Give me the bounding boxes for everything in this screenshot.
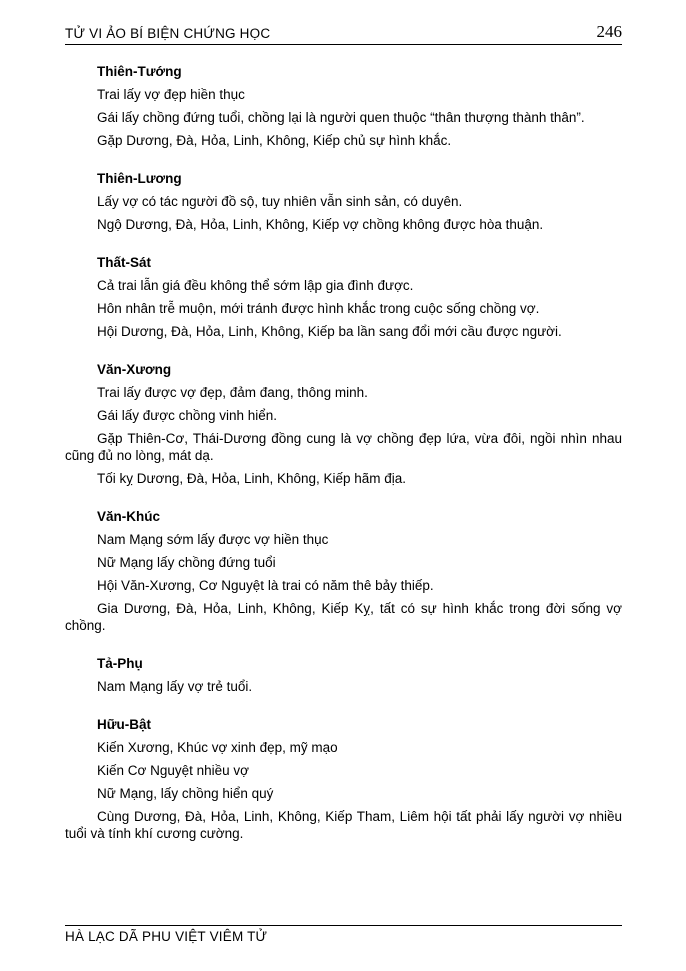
book-title: TỬ VI ẢO BÍ BIỆN CHỨNG HỌC	[65, 26, 271, 41]
paragraph: Cả trai lẫn giá đều không thể sớm lập gia đình được.	[97, 278, 414, 293]
paragraph: Hội Dương, Đà, Hỏa, Linh, Không, Kiếp ba lần sang đổi mới cầu được người.	[97, 324, 562, 339]
section-heading: Thất-Sát	[97, 255, 151, 270]
section-ta-phu	[65, 655, 622, 695]
paragraph: Trai lấy được vợ đẹp, đảm đang, thông minh.	[97, 385, 368, 400]
section-that-sat	[65, 254, 622, 340]
section-heading: Văn-Khúc	[97, 509, 161, 524]
page-number: 246	[596, 22, 622, 41]
paragraph: Ngộ Dương, Đà, Hỏa, Linh, Không, Kiếp vợ chồng không được hòa thuận.	[97, 217, 544, 232]
paragraph: Nữ Mạng lấy chồng đứng tuổi	[97, 555, 276, 570]
page-footer	[65, 925, 622, 944]
paragraph: Gia Dương, Đà, Hỏa, Linh, Không, Kiếp Kỵ, tất có sự hình khắc trong đời sống vợ chồng.	[65, 601, 622, 633]
paragraph: Nam Mạng lấy vợ trẻ tuổi.	[97, 679, 253, 694]
paragraph: Gái lấy chồng đứng tuổi, chồng lại là người quen thuộc “thân thượng thành thân”.	[97, 110, 585, 125]
author-credit: HÀ LẠC DÃ PHU VIỆT VIÊM TỬ	[65, 929, 268, 944]
paragraph: Kiến Xương, Khúc vợ xinh đẹp, mỹ mạo	[97, 740, 338, 755]
paragraph: Gặp Dương, Đà, Hỏa, Linh, Không, Kiếp chủ sự hình khắc.	[97, 133, 452, 148]
paragraph: Kiến Cơ Nguyệt nhiều vợ	[97, 763, 250, 778]
section-heading: Thiên-Lương	[97, 171, 182, 186]
page-content	[65, 63, 622, 863]
paragraph: Lấy vợ có tác người đồ sộ, tuy nhiên vẫn sinh sản, có duyên.	[97, 194, 463, 209]
paragraph: Gặp Thiên-Cơ, Thái-Dương đồng cung là vợ chồng đẹp lứa, vừa đôi, ngồi nhìn nhau cũng đủ no lòng, mát dạ.	[65, 431, 622, 463]
section-heading: Hữu-Bật	[97, 717, 152, 732]
section-huu-bat	[65, 716, 622, 842]
paragraph: Trai lấy vợ đẹp hiền thục	[97, 87, 245, 102]
paragraph: Tối kỵ Dương, Đà, Hỏa, Linh, Không, Kiếp hãm địa.	[97, 471, 407, 486]
section-thien-luong	[65, 170, 622, 233]
paragraph: Hôn nhân trễ muộn, mới tránh được hình khắc trong cuộc sống chồng vợ.	[97, 301, 540, 316]
paragraph: Cùng Dương, Đà, Hỏa, Linh, Không, Kiếp Tham, Liêm hội tất phải lấy người vợ nhiều tuổi và tính khí cương cường.	[65, 809, 622, 841]
section-thien-tuong	[65, 63, 622, 149]
paragraph: Gái lấy được chồng vinh hiển.	[97, 408, 277, 423]
section-heading: Văn-Xương	[97, 362, 172, 377]
section-heading: Thiên-Tướng	[97, 64, 182, 79]
paragraph: Nữ Mạng, lấy chồng hiển quý	[97, 786, 274, 801]
section-van-khuc	[65, 508, 622, 634]
paragraph: Hội Văn-Xương, Cơ Nguyệt là trai có năm thê bảy thiếp.	[97, 578, 434, 593]
paragraph: Nam Mạng sớm lấy được vợ hiền thục	[97, 532, 329, 547]
section-heading: Tả-Phụ	[97, 656, 143, 671]
page-header	[65, 22, 622, 45]
section-van-xuong	[65, 361, 622, 487]
